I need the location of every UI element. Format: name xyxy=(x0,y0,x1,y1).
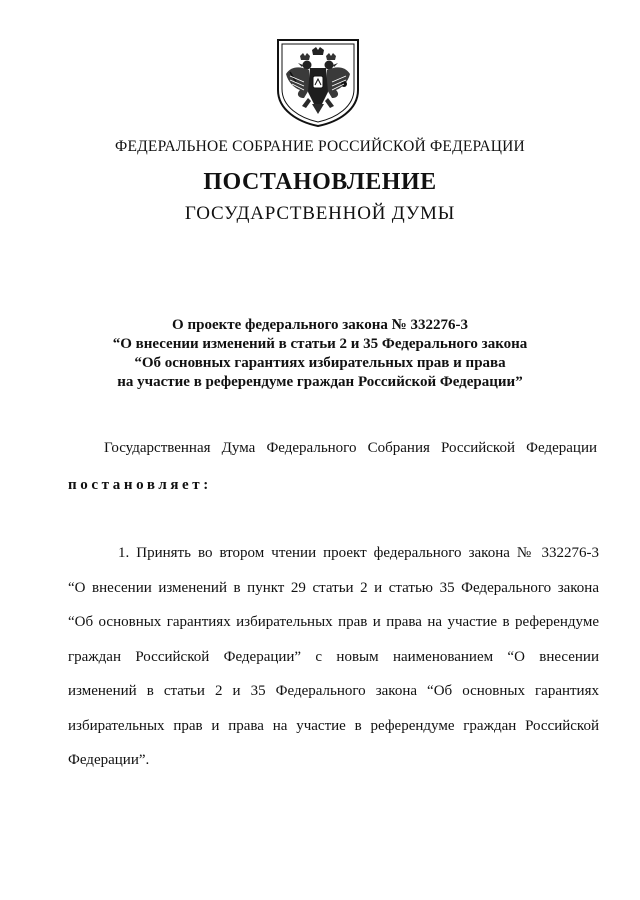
paragraph-line: избирательных прав и права на участие в референдуме граждан Российской xyxy=(68,717,599,734)
paragraph-line: “Об основных гарантиях избирательных прав и права на участие в референдуме xyxy=(68,614,599,630)
paragraph-line: “О внесении изменений в пункт 29 статьи 2 и статью 35 Федерального закона xyxy=(68,579,599,596)
document-subject xyxy=(0,316,640,392)
document-type-title: ПОСТАНОВЛЕНИЕ xyxy=(203,169,437,195)
subject-line: на участие в референдуме граждан Российской Федерации” xyxy=(117,374,523,390)
subject-line: О проекте федерального закона № 332276-3 xyxy=(172,317,468,333)
organization-name: ФЕДЕРАЛЬНОЕ СОБРАНИЕ РОССИЙСКОЙ ФЕДЕРАЦИИ xyxy=(115,138,525,155)
subject-line: “О внесении изменений в статьи 2 и 35 Федерального закона xyxy=(112,336,528,352)
paragraph-line: 1. Принять во втором чтении проект федерального закона № 332276-3 xyxy=(118,545,599,561)
paragraph-line: граждан Российской Федерации” с новым наименованием “О внесении xyxy=(68,648,599,665)
coat-of-arms-icon xyxy=(276,38,360,128)
subject-line: “Об основных гарантиях избирательных прав и права xyxy=(134,355,506,371)
resolution-paragraph xyxy=(68,543,599,785)
resolves-word: постановляет: xyxy=(68,477,212,493)
document-issuer: ГОСУДАРСТВЕННОЙ ДУМЫ xyxy=(184,203,456,224)
paragraph-line: изменений в статьи 2 и 35 Федерального закона “Об основных гарантиях xyxy=(68,683,599,699)
paragraph-line: Федерации”. xyxy=(68,752,150,768)
preamble-text: Государственная Дума Федерального Собрания Российской Федерации xyxy=(104,440,597,456)
